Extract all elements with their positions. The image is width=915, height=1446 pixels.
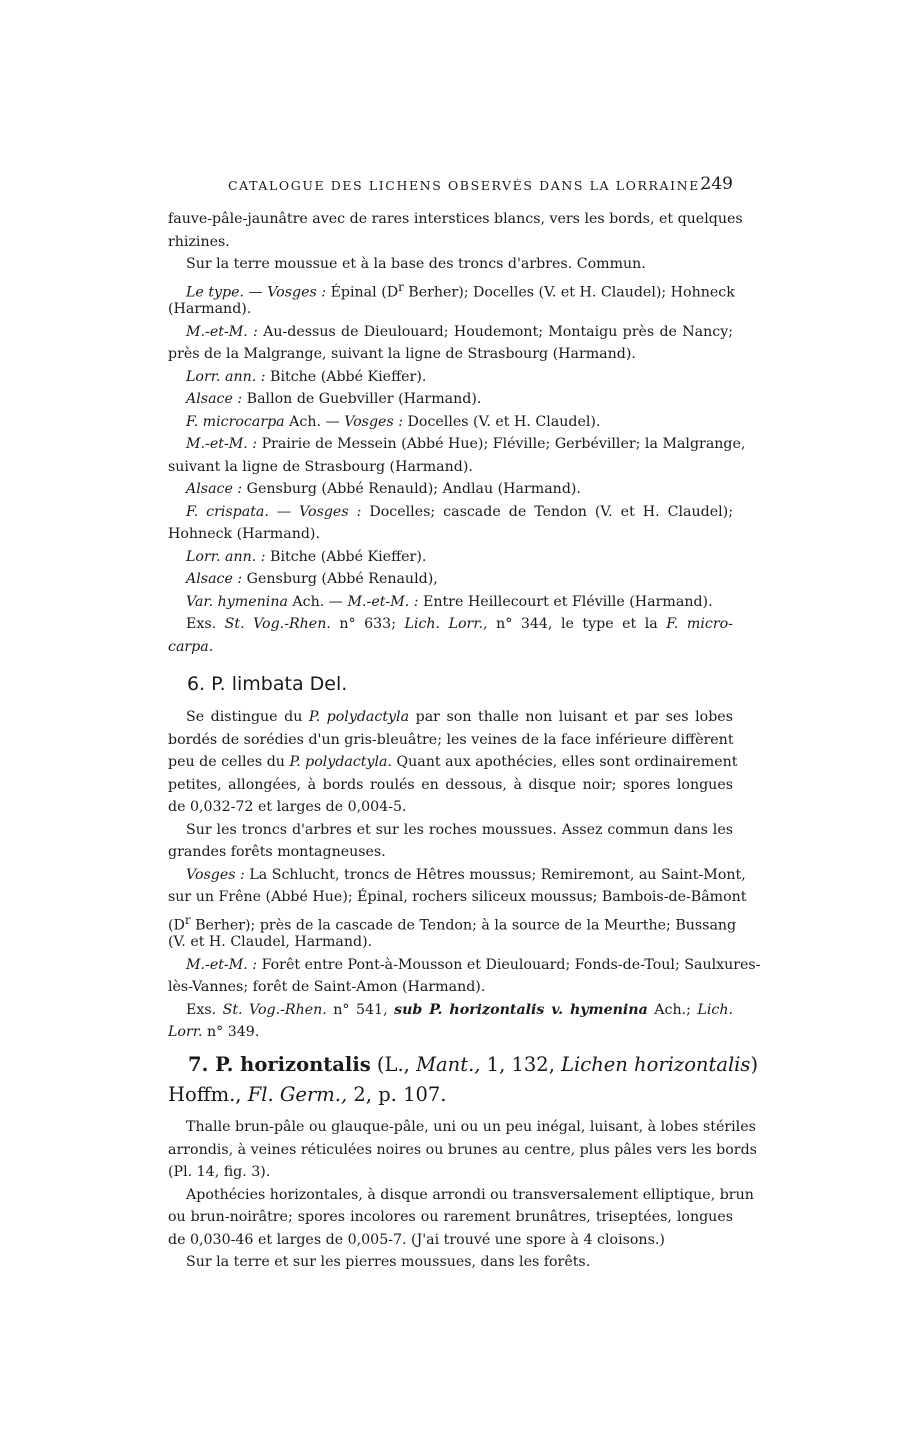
text-line: peu de celles du P. polydactyla. Quant aux apothécies, elles sont ordinairement bbox=[168, 754, 738, 770]
text-line: Le type. — Vosges : Épinal ($D^r$ Berher); Docelles (V. et H. Claudel); Hohneck bbox=[186, 279, 735, 301]
text-line: arrondis, à veines réticulées noires ou brunes au centre, plus pâles vers les bords bbox=[168, 1141, 757, 1158]
page-number: 249 bbox=[700, 174, 733, 194]
text-block-1 bbox=[168, 208, 746, 658]
text-line: Se distingue du P. polydactyla par son thalle non luisant et par ses lobes bbox=[186, 709, 733, 725]
text-line: près de la Malgrange, suivant la ligne de Strasbourg (Harmand). bbox=[168, 346, 636, 362]
running-header bbox=[168, 174, 733, 198]
text-line: sur un Frêne (Abbé Hue); Épinal, rochers siliceux moussus; Bambois-de-Bâmont bbox=[168, 889, 747, 905]
text-line: F. microcarpa Ach. — Vosges : Docelles (V. et H. Claudel). bbox=[186, 413, 601, 430]
text-line: de 0,032-72 et larges de 0,004-5. bbox=[168, 799, 407, 815]
text-line: Alsace : Gensburg (Abbé Renauld); Andlau (Harmand). bbox=[186, 481, 581, 497]
text-line: (Pl. 14, fig. 3). bbox=[168, 1164, 271, 1180]
text-line: M.-et-M. : Au-dessus de Dieulouard; Houdemont; Montaigu près de Nancy; bbox=[186, 323, 733, 340]
text-line: bordés de sorédies d'un gris-bleuâtre; les veines de la face inférieure diffèrent bbox=[168, 731, 734, 748]
text-line: Lorr. ann. : Bitche (Abbé Kieffer). bbox=[186, 548, 427, 565]
text-line: Hohneck (Harmand). bbox=[168, 526, 320, 542]
heading-line: Hoffm., Fl. Germ., 2, p. 107. bbox=[168, 1083, 447, 1106]
text-line: M.-et-M. : Forêt entre Pont-à-Mousson et Dieulouard; Fonds-de-Toul; Saulxures- bbox=[186, 956, 761, 973]
text-block-6 bbox=[168, 706, 761, 1044]
text-line: F. crispata. — Vosges : Docelles; cascade de Tendon (V. et H. Claudel); bbox=[186, 503, 733, 520]
text-line: de 0,030-46 et larges de 0,005-7. (J'ai trouvé une spore à 4 cloisons.) bbox=[168, 1231, 665, 1248]
running-title: CATALOGUE DES LICHENS OBSERVÉS DANS LA LORRAINE. bbox=[228, 178, 706, 193]
text-line: Sur la terre et sur les pierres moussues, dans les forêts. bbox=[186, 1254, 591, 1270]
text-line: Exs. St. Vog.-Rhen. n° 633; Lich. Lorr., n° 344, le type et la F. micro- bbox=[186, 616, 733, 632]
text-line: (V. et H. Claudel, Harmand). bbox=[168, 934, 373, 950]
text-line: Alsace : Ballon de Guebviller (Harmand). bbox=[186, 391, 482, 407]
text-line: M.-et-M. : Prairie de Messein (Abbé Hue); Fléville; Gerbéviller; la Malgrange, bbox=[186, 436, 746, 452]
text-line: (Harmand). bbox=[168, 301, 252, 317]
text-line: Thalle brun-pâle ou glauque-pâle, uni ou un peu inégal, luisant, à lobes stériles bbox=[186, 1119, 756, 1135]
text-line: grandes forêts montagneuses. bbox=[168, 844, 386, 860]
text-line: rhizines. bbox=[168, 233, 230, 250]
section-heading-6: 6. P. limbata Del. bbox=[187, 673, 348, 695]
text-line: Sur la terre moussue et à la base des troncs d'arbres. Commun. bbox=[186, 256, 646, 272]
text-line: Exs. St. Vog.-Rhen. n° 541, sub P. horizontalis v. hymenina Ach.; Lich. bbox=[186, 1001, 733, 1018]
heading-line: 7. P. horizontalis (L., Mant., 1, 132, Lichen horizontalis) bbox=[188, 1053, 759, 1076]
text-line: Var. hymenina Ach. — M.-et-M. : Entre Heillecourt et Fléville (Harmand). bbox=[186, 593, 713, 610]
text-line: Lorr. n° 349. bbox=[168, 1024, 260, 1040]
text-line: Sur les troncs d'arbres et sur les roches moussues. Assez commun dans les bbox=[186, 821, 733, 838]
text-line: Alsace : Gensburg (Abbé Renauld), bbox=[186, 571, 438, 587]
text-line: Apothécies horizontales, à disque arrondi ou transversalement elliptique, brun bbox=[186, 1186, 754, 1203]
text-line: lès-Vannes; forêt de Saint-Amon (Harmand). bbox=[168, 979, 486, 995]
text-line: petites, allongées, à bords roulés en dessous, à disque noir; spores longues bbox=[168, 776, 733, 793]
text-line: suivant la ligne de Strasbourg (Harmand). bbox=[168, 458, 473, 475]
text-line: Vosges : La Schlucht, troncs de Hêtres moussus; Remiremont, au Saint-Mont, bbox=[186, 866, 746, 883]
text-line: ou brun-noirâtre; spores incolores ou rarement brunâtres, triseptées, longues bbox=[168, 1209, 733, 1225]
text-line: Lorr. ann. : Bitche (Abbé Kieffer). bbox=[186, 368, 427, 385]
text-line: carpa. bbox=[168, 638, 214, 655]
text-line: fauve-pâle-jaunâtre avec de rares interstices blancs, vers les bords, et quelques bbox=[168, 211, 743, 227]
text-block-7 bbox=[168, 1116, 757, 1274]
text-line: ($D^r$ Berher); près de la cascade de Tendon; à la source de la Meurthe; Bussang bbox=[168, 912, 737, 934]
section-heading-7 bbox=[168, 1050, 759, 1110]
